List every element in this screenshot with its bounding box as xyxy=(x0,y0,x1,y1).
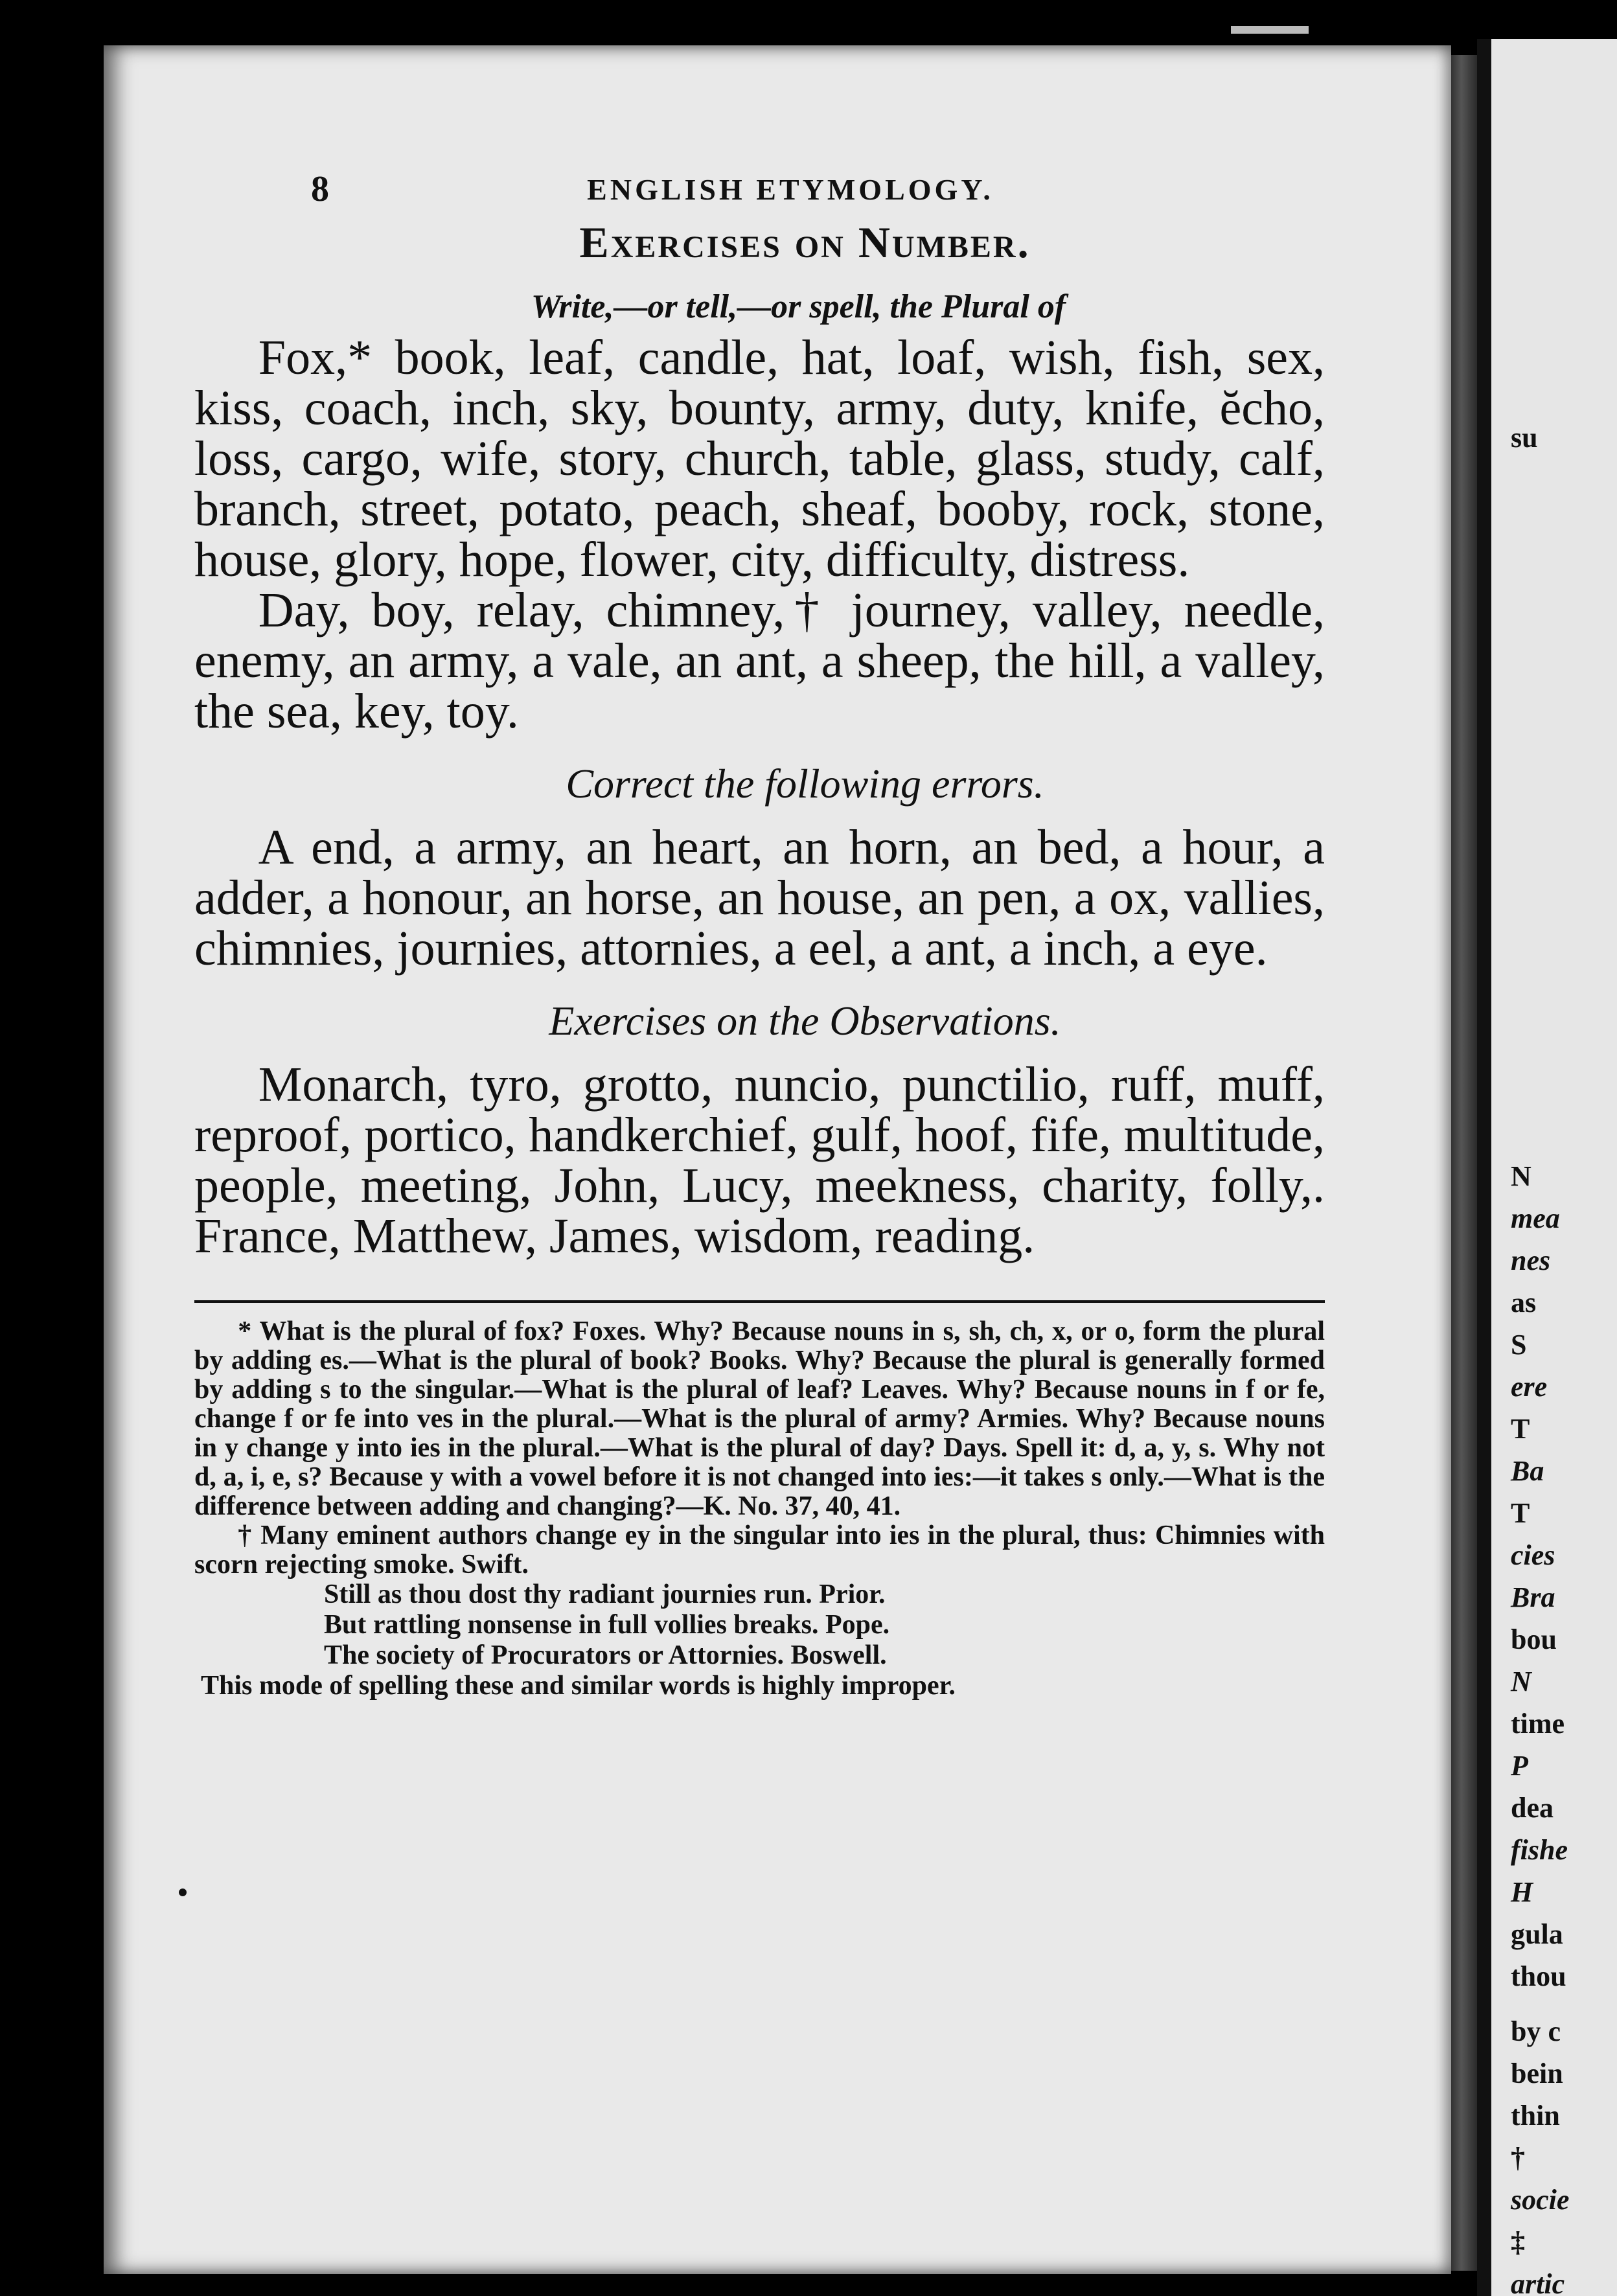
facing-text-fragment: N xyxy=(1511,1666,1531,1697)
instruction-line: Write,—or tell,—or spell, the Plural of xyxy=(531,288,1066,325)
facing-text-fragment: dea xyxy=(1511,1792,1554,1824)
facing-text-fragment: Bra xyxy=(1511,1581,1555,1613)
errors-exercise: A end, a army, an heart, an horn, an bed, a hour, a adder, a honour, an horse, an house, an pen, a ox, vallies, chimnies, journies, attornies, a eel, a ant, a inch, a eye. xyxy=(194,820,1325,976)
facing-text-fragment: S xyxy=(1511,1329,1527,1360)
section-heading: Exercises on Number. xyxy=(579,218,1031,267)
facing-text-fragment: Ba xyxy=(1511,1455,1544,1487)
quote-line: The society of Procurators or Attornies. Boswell. xyxy=(324,1640,887,1670)
facing-text-fragment: T xyxy=(1511,1413,1530,1445)
quote-line: Still as thou dost thy radiant journies run. Prior. xyxy=(324,1579,886,1609)
facing-text-fragment: T xyxy=(1511,1497,1530,1529)
footnote-1: * What is the plural of fox? Foxes. Why? Because nouns in s, sh, ch, x, or o, form the plural by adding es.—What is the plural of book? Books. Why? Because the plural is generally formed by adding s to the singular.—What is the plural of leaf? Leaves. Why? Because nouns in f or fe, change f or fe into ves in the plural.—What is the plural of army? Armies. Why? Because nouns in y change y into ies in the plural.—What is the plural of day? Days. Spell it: d, a, y, s. Why not d, a, i, e, s? Because y with a vowel before it is not changed into ies:—it takes s only.—What is the difference between adding and changing?—K. No. 37, 40, 41. xyxy=(194,1316,1325,1521)
plural-exercise-list-2: Day, boy, relay, chimney,† journey, valley, needle, enemy, an army, a vale, an ant, a sheep, the hill, a valley, the sea, key, toy. xyxy=(194,583,1325,739)
footnote-rule xyxy=(194,1300,1325,1303)
facing-text-fragment: gula xyxy=(1511,1918,1563,1950)
facing-text-fragment: † xyxy=(1511,2142,1525,2174)
facing-text-fragment: ‡ xyxy=(1511,2226,1525,2258)
facing-page-fragment xyxy=(1477,39,1617,2296)
quote-line: But rattling nonsense in full vollies breaks. Pope. xyxy=(324,1610,890,1640)
facing-text-fragment: mea xyxy=(1511,1202,1560,1234)
facing-text-fragment: cies xyxy=(1511,1539,1555,1571)
page-number: 8 xyxy=(311,169,329,209)
facing-text-fragment: socie xyxy=(1511,2184,1570,2216)
facing-text-fragment: thin xyxy=(1511,2100,1560,2131)
top-edge-mark xyxy=(1231,26,1309,34)
observations-heading: Exercises on the Observations. xyxy=(549,998,1061,1044)
running-head xyxy=(104,168,1451,207)
facing-page-gutter xyxy=(1477,39,1491,2296)
book-spine-shadow xyxy=(1451,55,1477,2271)
facing-text-fragment: bou xyxy=(1511,1624,1557,1655)
facing-text-fragment: nes xyxy=(1511,1245,1551,1276)
facing-text-fragment: as xyxy=(1511,1287,1537,1318)
footnote-2: † Many eminent authors change ey in the singular into ies in the plural, thus: Chimnies with scorn rejecting smoke. Swift. xyxy=(194,1521,1325,1579)
observations-exercise: Monarch, tyro, grotto, nuncio, punctilio, ruff, muff, reproof, portico, handkerchief, gulf, hoof, fife, multitude, people, meeting, John, Lucy, meekness, charity, folly,. France, Matthew, James, wisdom, reading. xyxy=(194,1057,1325,1263)
correct-errors-heading: Correct the following errors. xyxy=(566,761,1044,807)
facing-text-fragment: fishe xyxy=(1511,1834,1568,1866)
facing-text-fragment: N xyxy=(1511,1160,1531,1192)
facing-text-fragment: time xyxy=(1511,1708,1565,1739)
facing-text-fragment: by c xyxy=(1511,2015,1561,2047)
facing-text-fragment: su xyxy=(1511,422,1538,453)
facing-text-fragment: thou xyxy=(1511,1960,1566,1992)
margin-dot xyxy=(179,1888,187,1896)
facing-text-fragment: ere xyxy=(1511,1371,1548,1403)
plural-exercise-list-1: Fox,* book, leaf, candle, hat, loaf, wish, fish, sex, kiss, coach, inch, sky, bounty, army, duty, knife, ĕcho, loss, cargo, wife, story, church, table, glass, study, calf, branch, street, potato, peach, sheaf, booby, rock, stone, house, glory, hope, flower, city, difficulty, distress. xyxy=(194,330,1325,587)
facing-text-fragment: bein xyxy=(1511,2058,1563,2089)
facing-text-fragment: P xyxy=(1511,1750,1528,1782)
page-content xyxy=(194,217,1325,1701)
facing-text-fragment: artic xyxy=(1511,2268,1565,2296)
closing-note: This mode of spelling these and similar words is highly improper. xyxy=(201,1671,956,1701)
running-title: ENGLISH ETYMOLOGY. xyxy=(587,173,994,206)
facing-text-fragment: H xyxy=(1511,1876,1533,1908)
